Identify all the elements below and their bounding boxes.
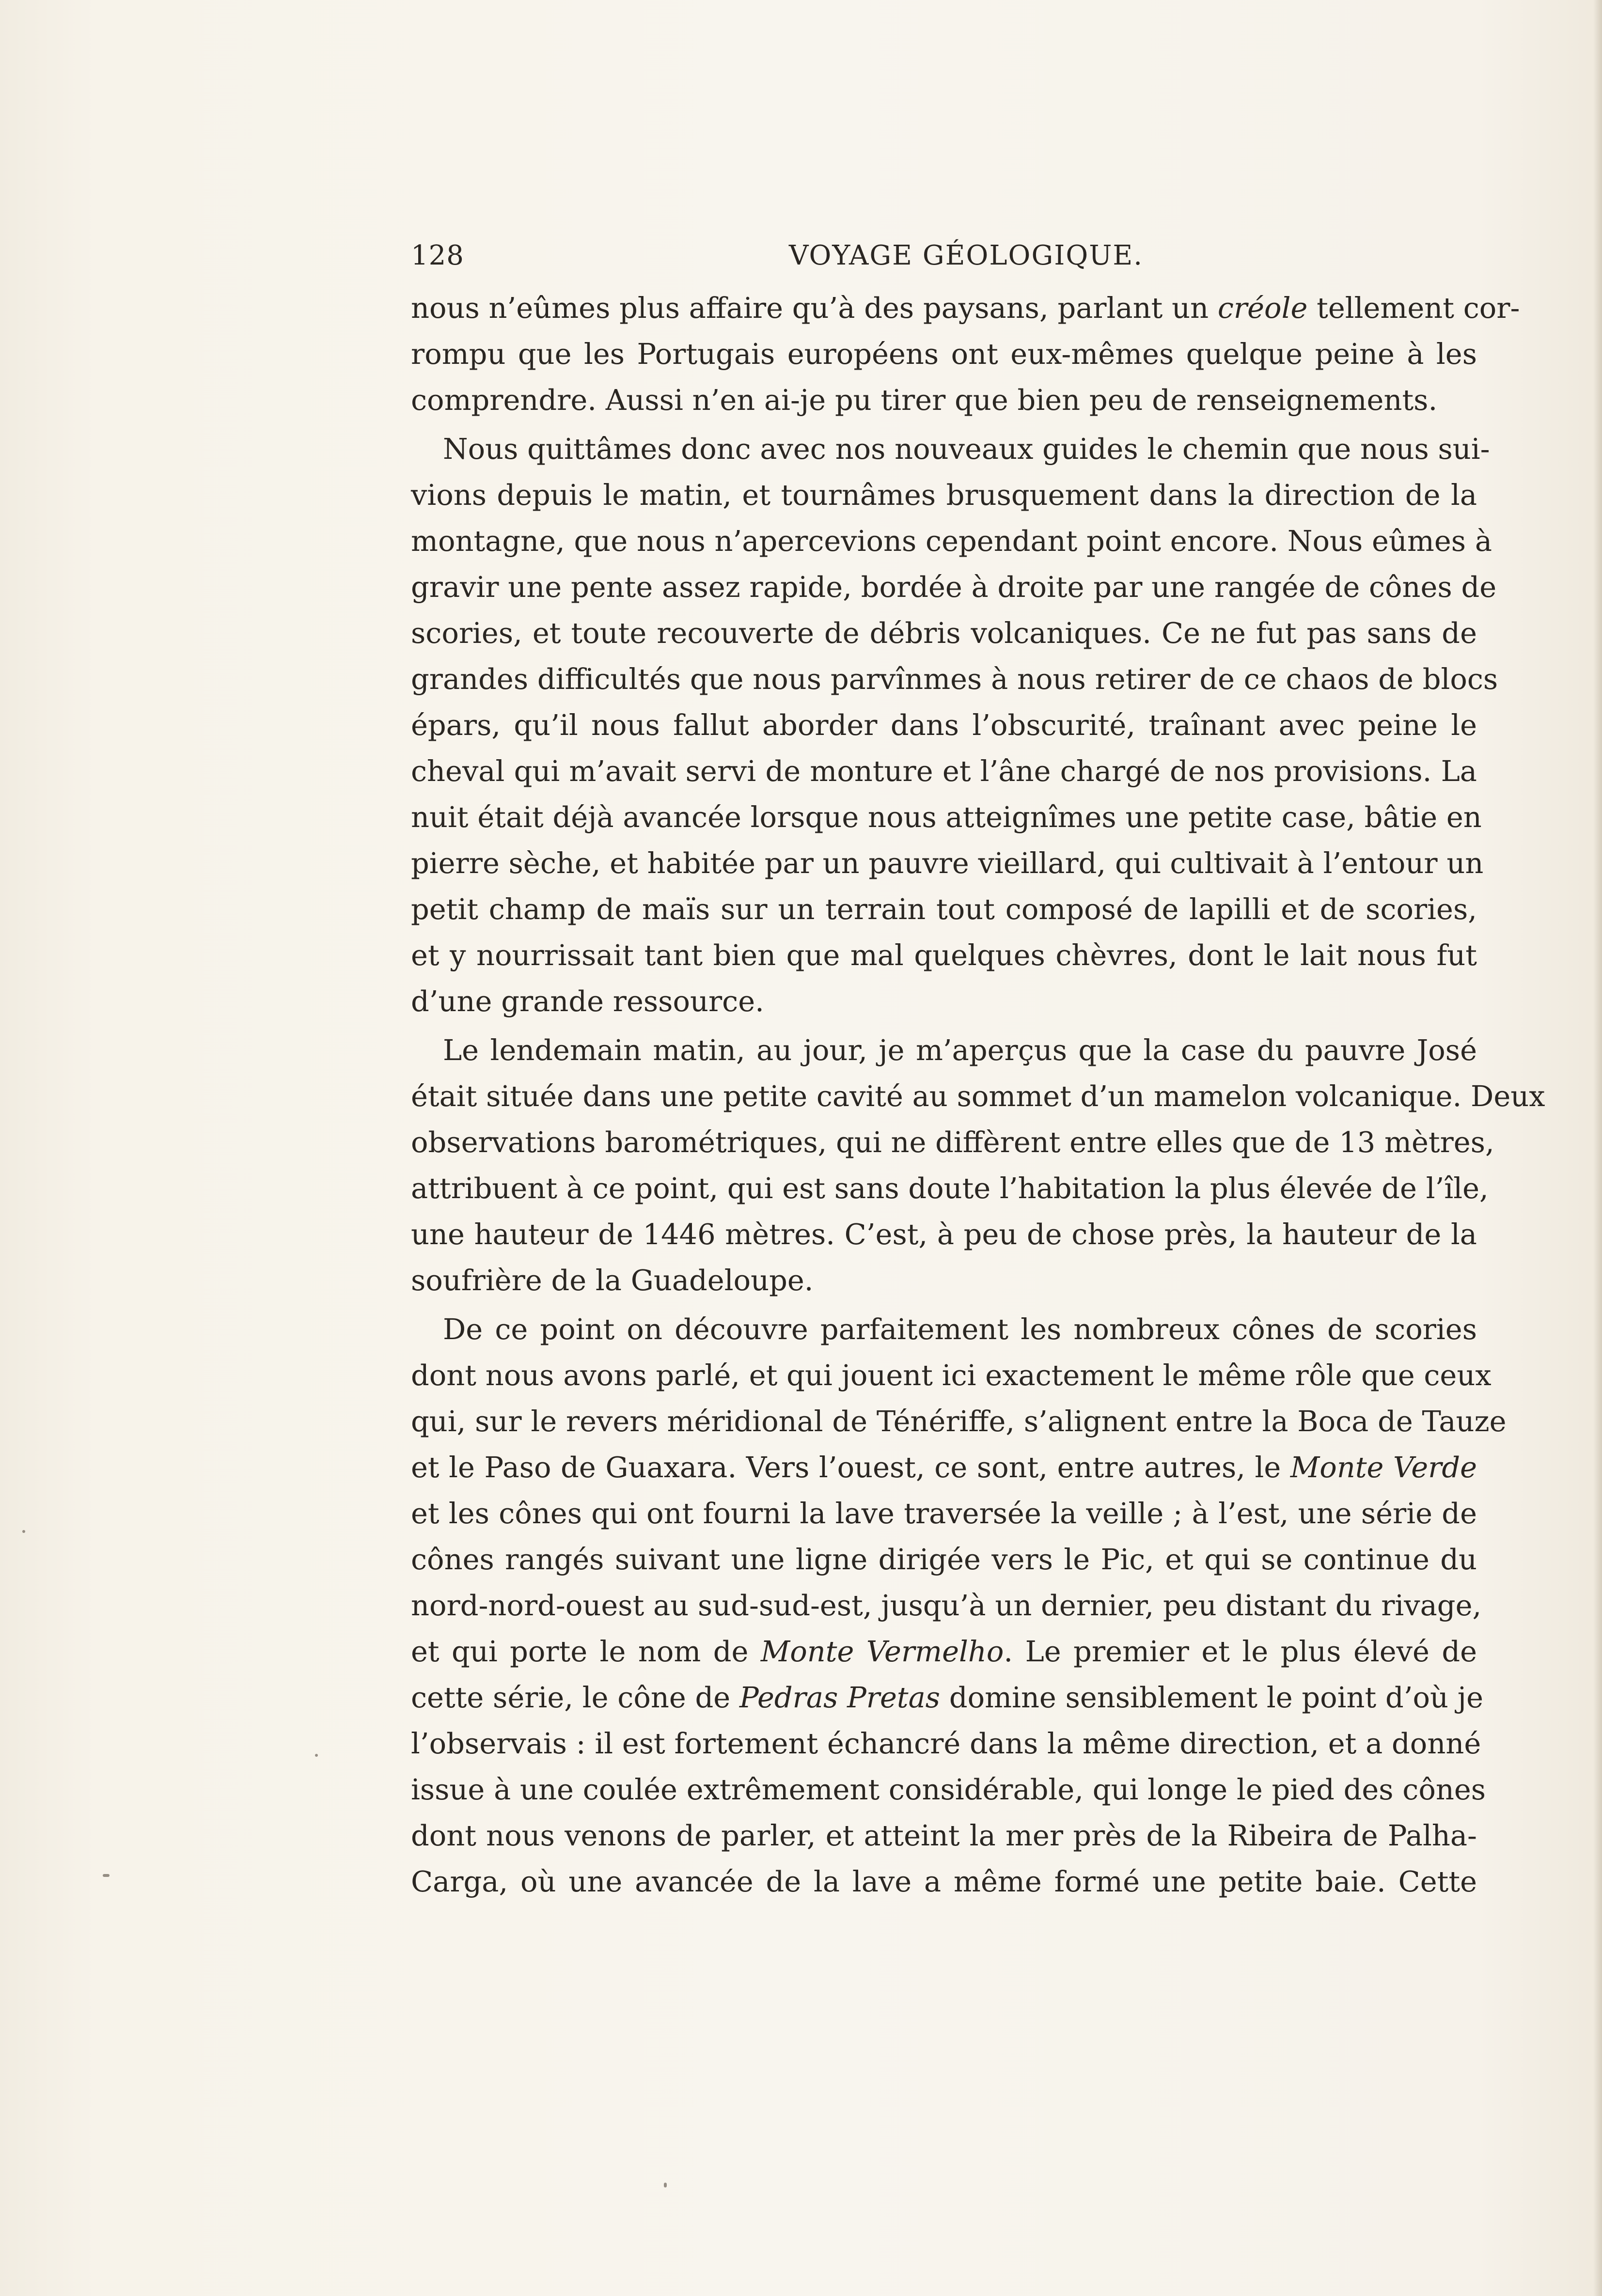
paper-speck bbox=[315, 1754, 318, 1757]
body-text bbox=[411, 285, 1545, 1905]
paragraph-start-line: De ce point on découvre parfaitement les nombreux cônes de scories bbox=[443, 1312, 1477, 1346]
text-line: dont nous venons de parler, et atteint la mer près de la Ribeira de Palha- bbox=[411, 1819, 1477, 1852]
text-line: issue à une coulée extrêmement considérable, qui longe le pied des cônes bbox=[411, 1773, 1486, 1806]
text-line: attribuent à ce point, qui est sans doute l’habitation la plus élevée de l’île, bbox=[411, 1171, 1489, 1205]
paper-speck bbox=[103, 1874, 110, 1877]
text-line: et le Paso de Guaxara. Vers l’ouest, ce sont, entre autres, le Monte Verde bbox=[411, 1451, 1477, 1484]
text-line: était située dans une petite cavité au sommet d’un mamelon volcanique. Deux bbox=[411, 1079, 1545, 1113]
text-line: rompu que les Portugais européens ont eux-mêmes quelque peine à les bbox=[411, 337, 1477, 371]
text-line: cônes rangés suivant une ligne dirigée vers le Pic, et qui se continue du bbox=[411, 1543, 1477, 1576]
page-number: 128 bbox=[411, 240, 464, 271]
text-line: nuit était déjà avancée lorsque nous atteignîmes une petite case, bâtie en bbox=[411, 800, 1482, 834]
text-line: et les cônes qui ont fourni la lave traversée la veille ; à l’est, une série de bbox=[411, 1497, 1477, 1530]
paper-speck bbox=[664, 2183, 667, 2187]
text-line: pierre sèche, et habitée par un pauvre vieillard, qui cultivait à l’entour un bbox=[411, 846, 1484, 880]
text-line: petit champ de maïs sur un terrain tout composé de lapilli et de scories, bbox=[411, 892, 1477, 926]
text-line: qui, sur le revers méridional de Ténériffe, s’alignent entre la Boca de Tauze bbox=[411, 1405, 1507, 1438]
text-line: nous n’eûmes plus affaire qu’à des paysans, parlant un créole tellement cor- bbox=[411, 291, 1520, 325]
text-line: scories, et toute recouverte de débris volcaniques. Ce ne fut pas sans de bbox=[411, 616, 1477, 650]
text-line: cheval qui m’avait servi de monture et l’âne chargé de nos provisions. La bbox=[411, 754, 1477, 788]
text-line: vions depuis le matin, et tournâmes brusquement dans la direction de la bbox=[411, 478, 1477, 512]
running-title: VOYAGE GÉOLOGIQUE. bbox=[789, 240, 1144, 271]
text-line: une hauteur de 1446 mètres. C’est, à peu de chose près, la hauteur de la bbox=[411, 1218, 1477, 1251]
text-line: observations barométriques, qui ne diffèrent entre elles que de 13 mètres, bbox=[411, 1125, 1494, 1159]
paragraph-start-line: Le lendemain matin, au jour, je m’aperçus que la case du pauvre José bbox=[443, 1033, 1477, 1067]
page-edge-shadow bbox=[1593, 0, 1602, 2296]
text-line: montagne, que nous n’apercevions cependant point encore. Nous eûmes à bbox=[411, 524, 1492, 558]
text-line: d’une grande ressource. bbox=[411, 984, 764, 1018]
text-line: Carga, où une avancée de la lave a même formé une petite baie. Cette bbox=[411, 1865, 1477, 1898]
paragraph-start-line: Nous quittâmes donc avec nos nouveaux guides le chemin que nous sui- bbox=[443, 432, 1490, 466]
running-header bbox=[411, 236, 1144, 275]
text-line: gravir une pente assez rapide, bordée à droite par une rangée de cônes de bbox=[411, 570, 1497, 604]
paper-speck bbox=[22, 1530, 25, 1533]
text-line: cette série, le cône de Pedras Pretas domine sensiblement le point d’où je bbox=[411, 1681, 1483, 1714]
text-line: dont nous avons parlé, et qui jouent ici exactement le même rôle que ceux bbox=[411, 1359, 1492, 1392]
text-line: soufrière de la Guadeloupe. bbox=[411, 1264, 814, 1297]
text-line: grandes difficultés que nous parvînmes à nous retirer de ce chaos de blocs bbox=[411, 662, 1498, 696]
text-line: comprendre. Aussi n’en ai-je pu tirer que bien peu de renseignements. bbox=[411, 383, 1438, 417]
text-line: nord-nord-ouest au sud-sud-est, jusqu’à un dernier, peu distant du rivage, bbox=[411, 1589, 1482, 1622]
text-line: l’observais : il est fortement échancré dans la même direction, et a donné bbox=[411, 1727, 1481, 1760]
text-line: et y nourrissait tant bien que mal quelques chèvres, dont le lait nous fut bbox=[411, 938, 1477, 972]
text-line: épars, qu’il nous fallut aborder dans l’obscurité, traînant avec peine le bbox=[411, 708, 1477, 742]
text-line: et qui porte le nom de Monte Vermelho. Le premier et le plus élevé de bbox=[411, 1635, 1477, 1668]
